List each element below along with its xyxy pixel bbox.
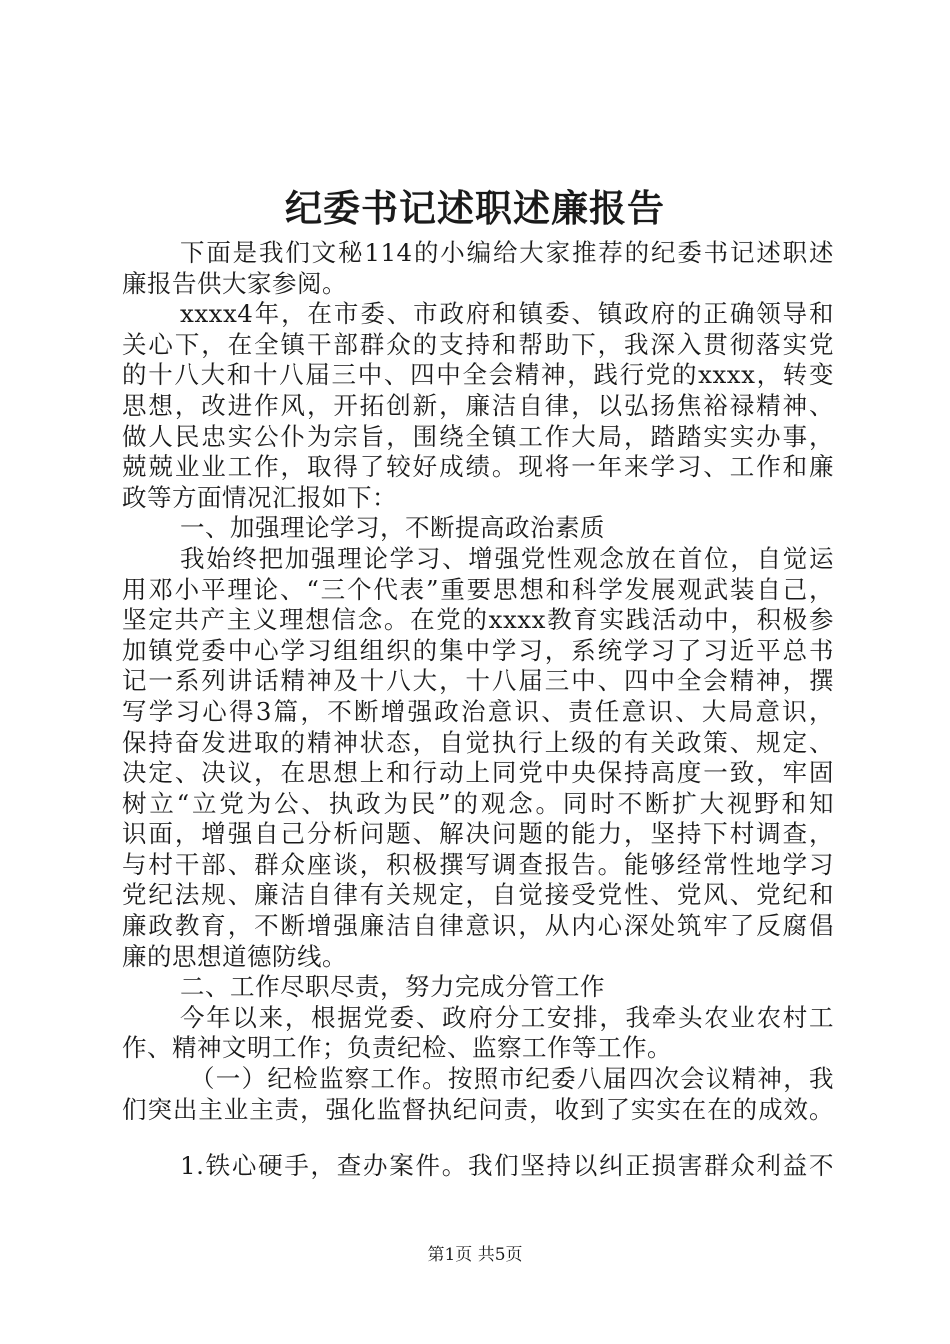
paragraph-line: 用邓小平理论、“三个代表”重要思想和科学发展观武装自己， <box>122 574 834 604</box>
paragraph-gap <box>122 1125 834 1151</box>
paragraph-line: 树立“立党为公、执政为民”的观念。同时不断扩大视野和知 <box>122 788 834 818</box>
paragraph-line: 们突出主业主责，强化监督执纪问责，收到了实实在在的成效。 <box>122 1094 834 1124</box>
paragraph-line: 今年以来，根据党委、政府分工安排，我牵头农业农村工 <box>180 1002 834 1032</box>
paragraph-line: 兢兢业业工作，取得了较好成绩。现将一年来学习、工作和廉 <box>122 452 834 482</box>
paragraph-line: （一）纪检监察工作。按照市纪委八届四次会议精神，我 <box>190 1064 834 1094</box>
paragraph-line: 的十八大和十八届三中、四中全会精神，践行党的xxxx，转变 <box>122 360 834 390</box>
paragraph-line: 加镇党委中心学习组组织的集中学习，系统学习了习近平总书 <box>122 635 834 665</box>
paragraph-line: 保持奋发进取的精神状态，自觉执行上级的有关政策、规定、 <box>122 727 834 757</box>
paragraph-line: 坚定共产主义理想信念。在党的xxxx教育实践活动中，积极参 <box>122 605 834 635</box>
paragraph-line: 廉报告供大家参阅。 <box>122 268 347 298</box>
section-heading: 二、工作尽职尽责，努力完成分管工作 <box>180 972 605 1002</box>
paragraph-line: 廉政教育，不断增强廉洁自律意识，从内心深处筑牢了反腐倡 <box>122 911 834 941</box>
paragraph-line: 思想，改进作风，开拓创新，廉洁自律，以弘扬焦裕禄精神、 <box>122 390 834 420</box>
document-body <box>122 238 834 1182</box>
paragraph-line: 识面，增强自己分析问题、解决问题的能力，坚持下村调查， <box>122 819 834 849</box>
paragraph-line: 下面是我们文秘114的小编给大家推荐的纪委书记述职述 <box>180 238 834 267</box>
paragraph-line: 写学习心得3篇，不断增强政治意识、责任意识、大局意识， <box>122 696 834 726</box>
section-heading: 一、加强理论学习，不断提高政治素质 <box>180 513 605 543</box>
paragraph-line: 我始终把加强理论学习、增强党性观念放在首位，自觉运 <box>180 543 834 573</box>
document-title: 纪委书记述职述廉报告 <box>285 186 665 230</box>
paragraph-line: 廉的思想道德防线。 <box>122 941 347 971</box>
paragraph-line: 关心下，在全镇干部群众的支持和帮助下，我深入贯彻落实党 <box>122 329 834 359</box>
paragraph-line: 决定、决议，在思想上和行动上同党中央保持高度一致，牢固 <box>122 758 834 788</box>
paragraph-line: 政等方面情况汇报如下： <box>122 482 397 512</box>
page-footer: 第1页 共5页 <box>427 1245 523 1265</box>
paragraph-line: 与村干部、群众座谈，积极撰写调查报告。能够经常性地学习 <box>122 849 834 879</box>
paragraph-line: 党纪法规、廉洁自律有关规定，自觉接受党性、党风、党纪和 <box>122 880 834 910</box>
paragraph-line: 1.铁心硬手，查办案件。我们坚持以纠正损害群众利益不 <box>180 1151 834 1181</box>
paragraph-line: 记一系列讲话精神及十八大，十八届三中、四中全会精神，撰 <box>122 666 834 696</box>
paragraph-line: 作、精神文明工作；负责纪检、监察工作等工作。 <box>122 1033 672 1063</box>
paragraph-line: xxxx4年，在市委、市政府和镇委、镇政府的正确领导和 <box>180 299 834 329</box>
paragraph-line: 做人民忠实公仆为宗旨，围绕全镇工作大局，踏踏实实办事， <box>122 421 834 451</box>
